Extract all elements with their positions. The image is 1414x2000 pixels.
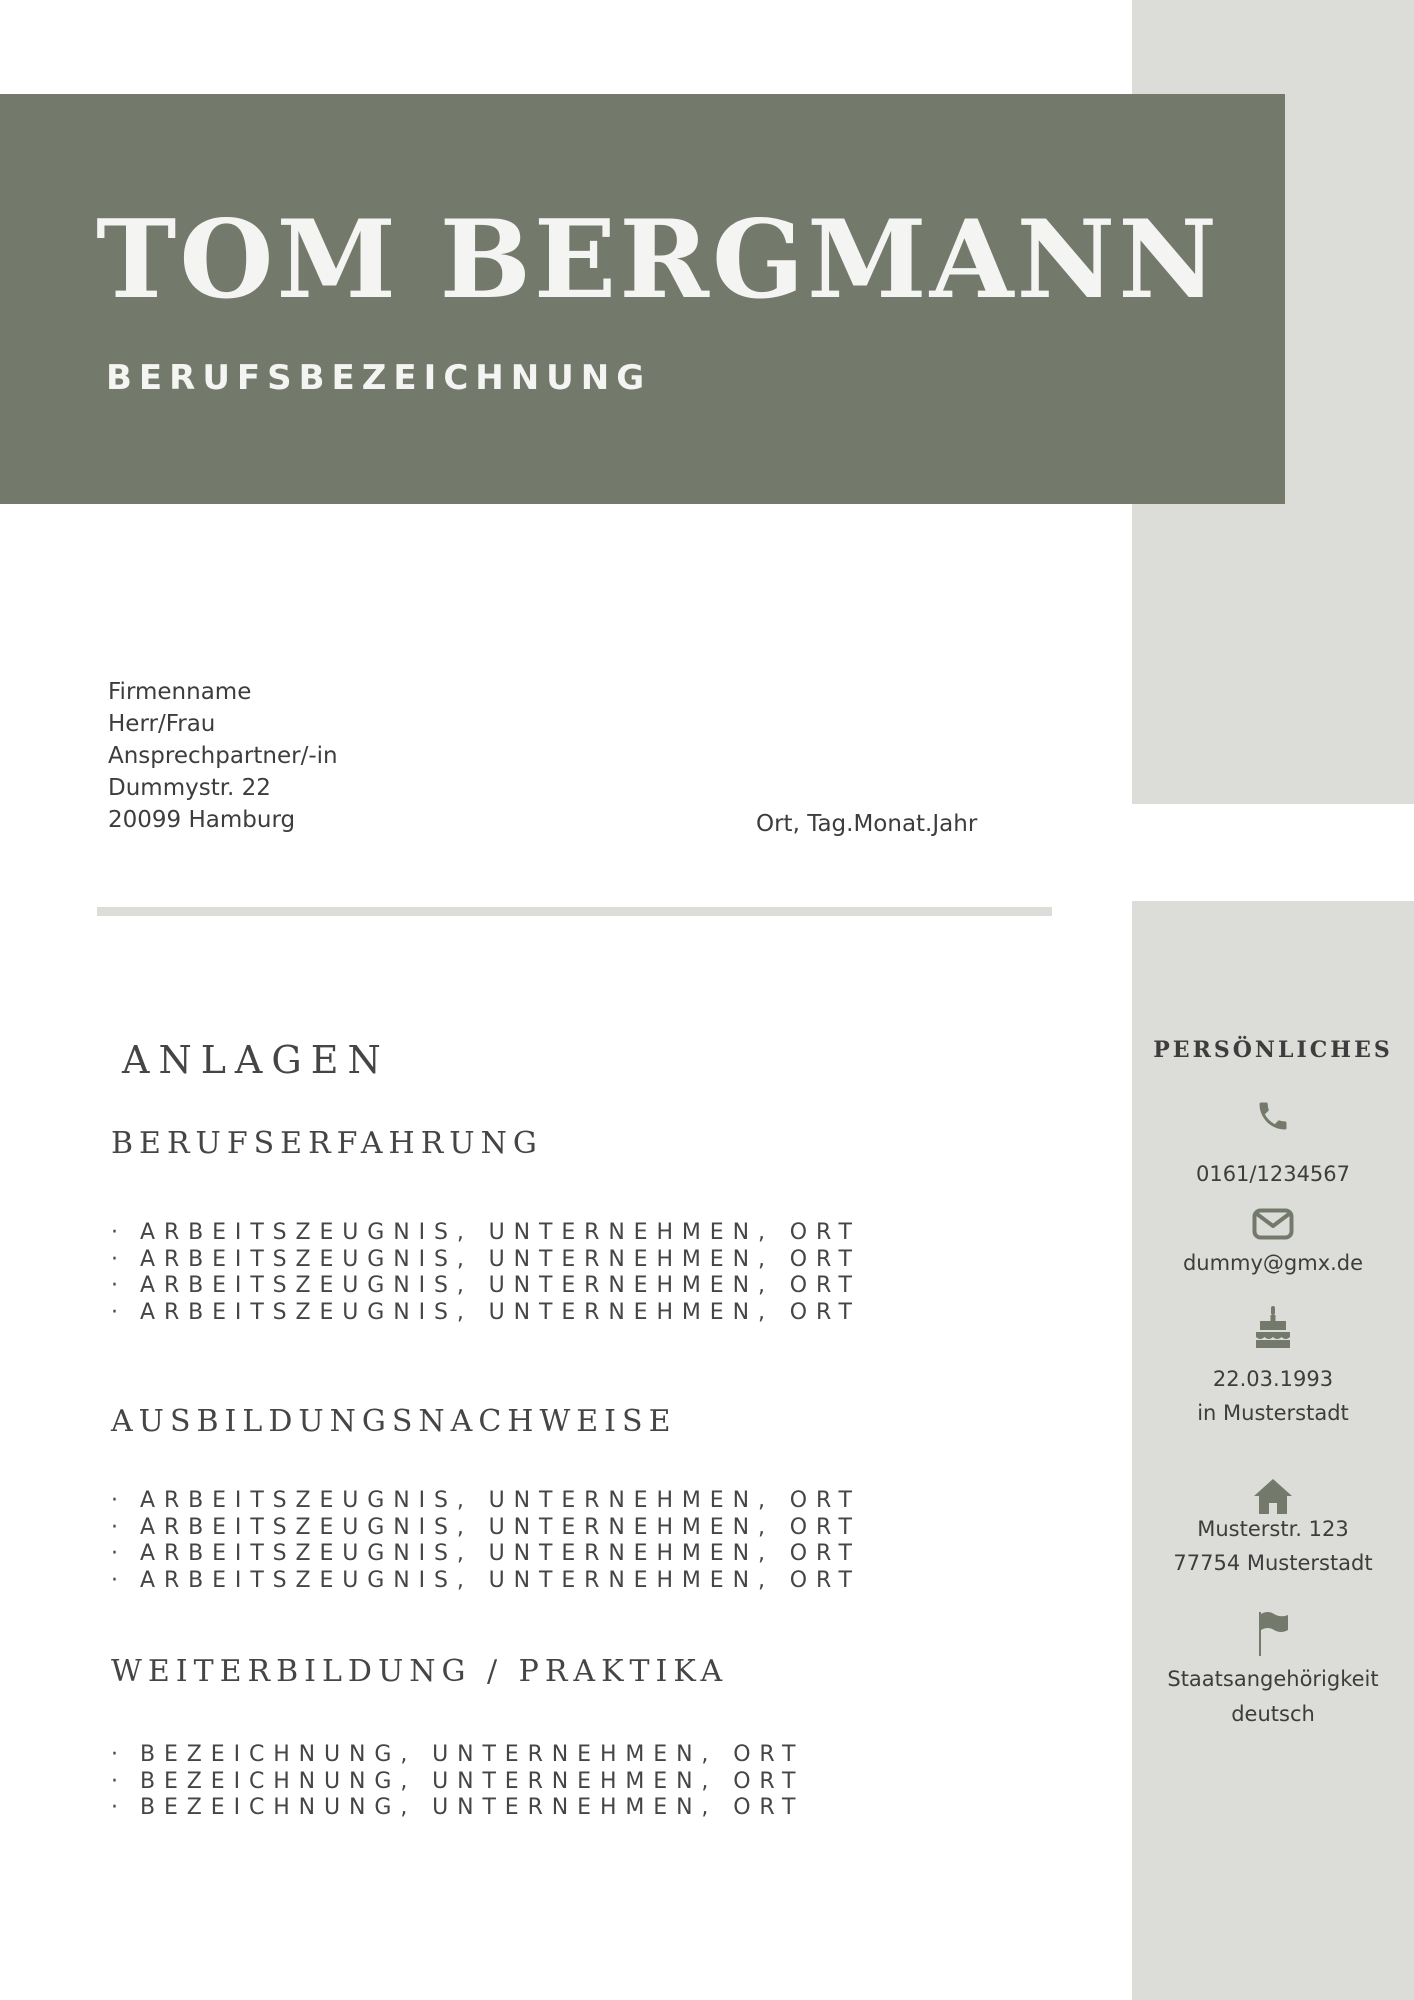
- section-title-berufserfahrung: BERUFSERFAHRUNG: [111, 1126, 543, 1161]
- list-item: · ARBEITSZEUGNIS, UNTERNEHMEN, ORT: [111, 1300, 861, 1327]
- list-item: · BEZEICHNUNG, UNTERNEHMEN, ORT: [111, 1742, 804, 1769]
- list-item: · BEZEICHNUNG, UNTERNEHMEN, ORT: [111, 1795, 804, 1822]
- recipient-contact: Ansprechpartner/-in: [108, 743, 338, 769]
- recipient-city: 20099 Hamburg: [108, 807, 296, 833]
- phone-number: 0161/1234567: [1195, 1162, 1351, 1186]
- list-item: · ARBEITSZEUGNIS, UNTERNEHMEN, ORT: [111, 1488, 861, 1515]
- page-title: ANLAGEN: [122, 1038, 390, 1082]
- city-address: 77754 Musterstadt: [1173, 1551, 1373, 1575]
- section-title-weiterbildung: WEITERBILDUNG / PRAKTIKA: [111, 1654, 729, 1689]
- list-item: · ARBEITSZEUGNIS, UNTERNEHMEN, ORT: [111, 1220, 861, 1247]
- recipient-company: Firmenname: [108, 679, 252, 705]
- birth-place: in Musterstadt: [1197, 1401, 1349, 1425]
- nationality-label: Staatsangehörigkeit: [1167, 1667, 1379, 1691]
- mail-icon: [1232, 1202, 1314, 1246]
- list-weiterbildung: [111, 1742, 804, 1822]
- phone-icon: [1232, 1094, 1314, 1138]
- place-date: Ort, Tag.Monat.Jahr: [756, 811, 978, 837]
- cake-icon: [1232, 1304, 1314, 1348]
- birth-date: 22.03.1993: [1212, 1367, 1334, 1391]
- applicant-name: TOM BERGMANN: [96, 197, 1220, 323]
- list-item: · ARBEITSZEUGNIS, UNTERNEHMEN, ORT: [111, 1568, 861, 1595]
- list-item: · ARBEITSZEUGNIS, UNTERNEHMEN, ORT: [111, 1515, 861, 1542]
- recipient-street: Dummystr. 22: [108, 775, 271, 801]
- list-ausbildungsnachweise: [111, 1488, 861, 1595]
- job-title: BERUFSBEZEICHNUNG: [106, 358, 652, 398]
- personal-section-title: PERSÖNLICHES: [1153, 1037, 1393, 1063]
- section-title-ausbildungsnachweise: AUSBILDUNGSNACHWEISE: [111, 1404, 677, 1439]
- list-item: · ARBEITSZEUGNIS, UNTERNEHMEN, ORT: [111, 1273, 861, 1300]
- recipient-salutation: Herr/Frau: [108, 711, 216, 737]
- divider: [97, 907, 1052, 916]
- email-address: dummy@gmx.de: [1182, 1251, 1364, 1275]
- street-address: Musterstr. 123: [1197, 1517, 1349, 1541]
- recipient-address: [108, 676, 338, 836]
- flag-icon: [1232, 1612, 1314, 1656]
- nationality-value: deutsch: [1231, 1702, 1315, 1726]
- list-item: · ARBEITSZEUGNIS, UNTERNEHMEN, ORT: [111, 1247, 861, 1274]
- list-item: · BEZEICHNUNG, UNTERNEHMEN, ORT: [111, 1769, 804, 1796]
- list-item: · ARBEITSZEUGNIS, UNTERNEHMEN, ORT: [111, 1541, 861, 1568]
- list-berufserfahrung: [111, 1220, 861, 1327]
